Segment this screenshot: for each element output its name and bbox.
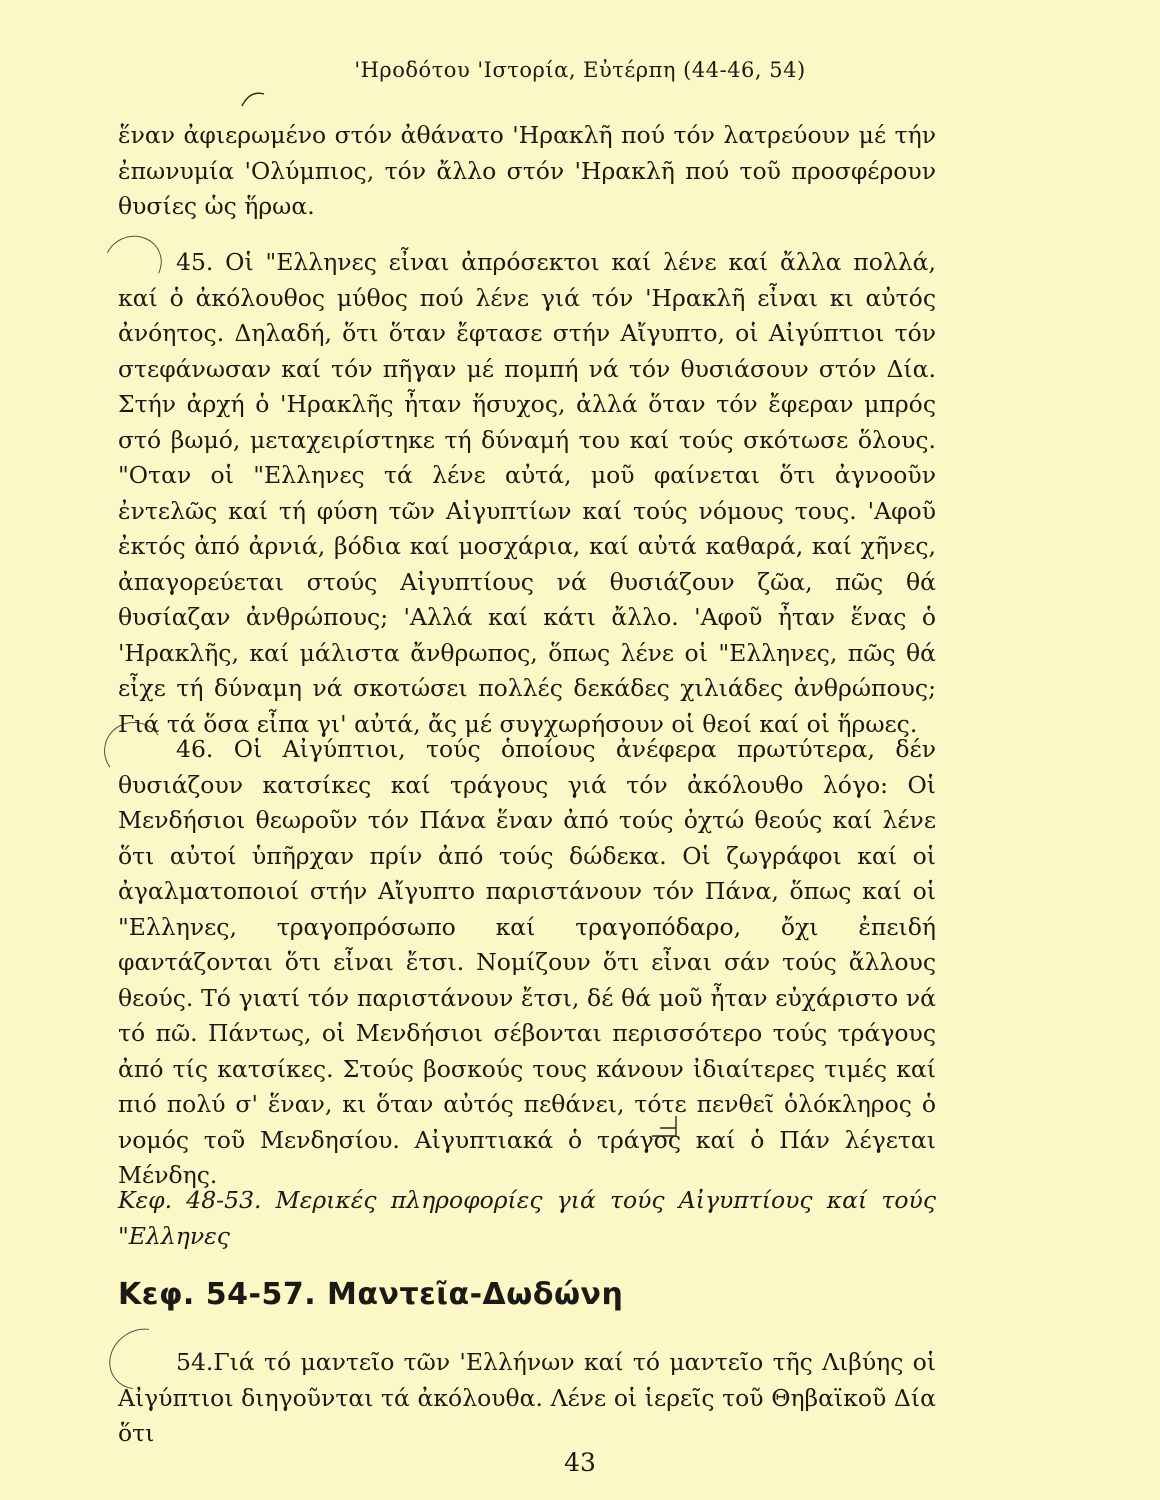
chapter-heading: Κεφ. 54-57. Μαντεῖα-Δωδώνη (118, 1277, 624, 1312)
paragraph-46 (118, 732, 936, 1194)
section-number: 45. (176, 248, 214, 276)
section-number: 54. (176, 1348, 214, 1376)
paragraph-text: Οἱ "Ελληνες εἶναι ἀπρόσεκτοι καί λένε καί ἄλλα πολλά, καί ὁ ἀκόλουθος μύθος πού λένε γιά τόν 'Ηρακλῆ εἶναι κι αὐτός ἀνόητος. Δηλαδή, ὅτι ὅταν ἔφτασε στήν Αἴγυπτο, οἱ Αἰγύπτιοι τόν στεφάνωσαν καί τόν πῆγαν μέ πομπή νά τόν θυσιάσουν στόν Δία. Στήν ἀρχή ὁ 'Ηρακλῆς ἦταν ἥσυχος, ἀλλά ὅταν τόν ἔφεραν μπρός στό βωμό, μεταχειρίστηκε τή δύναμή του καί τούς σκότωσε ὅλους. "Οταν οἱ "Ελληνες τά λένε αὐτά, μοῦ φαίνεται ὅτι ἀγνοοῦν ἐντελῶς καί τή φύση τῶν Αἰγυπτίων καί τούς νόμους τους. 'Αφοῦ ἐκτός ἀπό ἀρνιά, βόδια καί μοσχάρια, καί αὐτά καθαρά, καί χῆνες, ἀπαγορεύεται στούς Αἰγυπτίους νά θυσιάζουν ζῶα, πῶς θά θυσίαζαν ἀνθρώπους; 'Αλλά καί κάτι ἄλλο. 'Αφοῦ ἦταν ἕνας ὁ 'Ηρακλῆς, καί μάλιστα ἄνθρωπος, ὅπως λένε οἱ "Ελληνες, πῶς θά εἶχε τή δύναμη νά σκοτώσει πολλές δεκάδες χιλιάδες ἀνθρώπους; Γιά τά ὅσα εἶπα γι' αὐτά, ἄς μέ συγχωρήσουν οἱ θεοί καί οἱ ἥρωες. (118, 248, 936, 738)
section-number: 46. (176, 735, 214, 763)
paragraph-text: Οἱ Αἰγύπτιοι, τούς ὁποίους ἀνέφερα πρωτύτερα, δέν θυσιάζουν κατσίκες καί τράγους γιά τόν ἀκόλουθο λόγο: Οἱ Μενδήσιοι θεωροῦν τόν Πάνα ἕναν ἀπό τούς ὀχτώ θεούς καί λένε ὅτι αὐτοί ὑπῆρχαν πρίν ἀπό τούς δώδεκα. Οἱ ζωγράφοι καί οἱ ἀγαλματοποιοί στήν Αἴγυπτο παριστάνουν τόν Πάνα, ὅπως καί οἱ "Ελληνες, τραγοπρόσωπο καί τραγοπόδαρο, ὄχι ἐπειδή φαντάζονται ὅτι εἶναι ἔτσι. Νομίζουν ὅτι εἶναι σάν τούς ἄλλους θεούς. Τό γιατί τόν παριστάνουν ἔτσι, δέ θά μοῦ ἦταν εὐχάριστο νά τό πῶ. Πάντως, οἱ Μενδήσιοι σέβονται περισσότερο τούς τράγους ἀπό τίς κατσίκες. Στούς βοσκούς τους κάνουν ἰδιαίτερες τιμές καί πιό πολύ σ' ἕναν, κι ὅταν αὐτός πεθάνει, τότε πενθεῖ ὁλόκληρος ὁ νομός τοῦ Μενδησίου. Αἰγυπτιακά ὁ τράγος καί ὁ Πάν λέγεται Μένδης. (118, 735, 936, 1189)
pencil-mark (238, 88, 268, 110)
paragraph-54 (118, 1345, 936, 1452)
paragraph-45 (118, 245, 936, 742)
paragraph-continuation: ἕναν ἀφιερωμένο στόν ἀθάνατο 'Ηρακλῆ πού τόν λατρεύουν μέ τήν ἐπωνυμία 'Ολύμπιος, τόν ἄλλο στόν 'Ηρακλῆ πού τοῦ προσφέρουν θυσίες ὡς ἥρωα. (118, 121, 936, 220)
chapter-summary: Κεφ. 48-53. Μερικές πληροφορίες γιά τούς Αἰγυπτίους καί τούς "Ελληνες (118, 1186, 936, 1250)
running-head: 'Ηροδότου 'Ιστορία, Εὐτέρπη (44-46, 54) (354, 58, 806, 82)
paragraph-text: Γιά τό μαντεῖο τῶν 'Ελλήνων καί τό μαντεῖο τῆς Λιβύης οἱ Αἰγύπτιοι διηγοῦνται τά ἀκόλουθα. Λένε οἱ ἱερεῖς τοῦ Θηβαϊκοῦ Δία ὅτι (118, 1348, 936, 1447)
end-mark (648, 1114, 680, 1142)
page-number: 43 (564, 1448, 596, 1477)
